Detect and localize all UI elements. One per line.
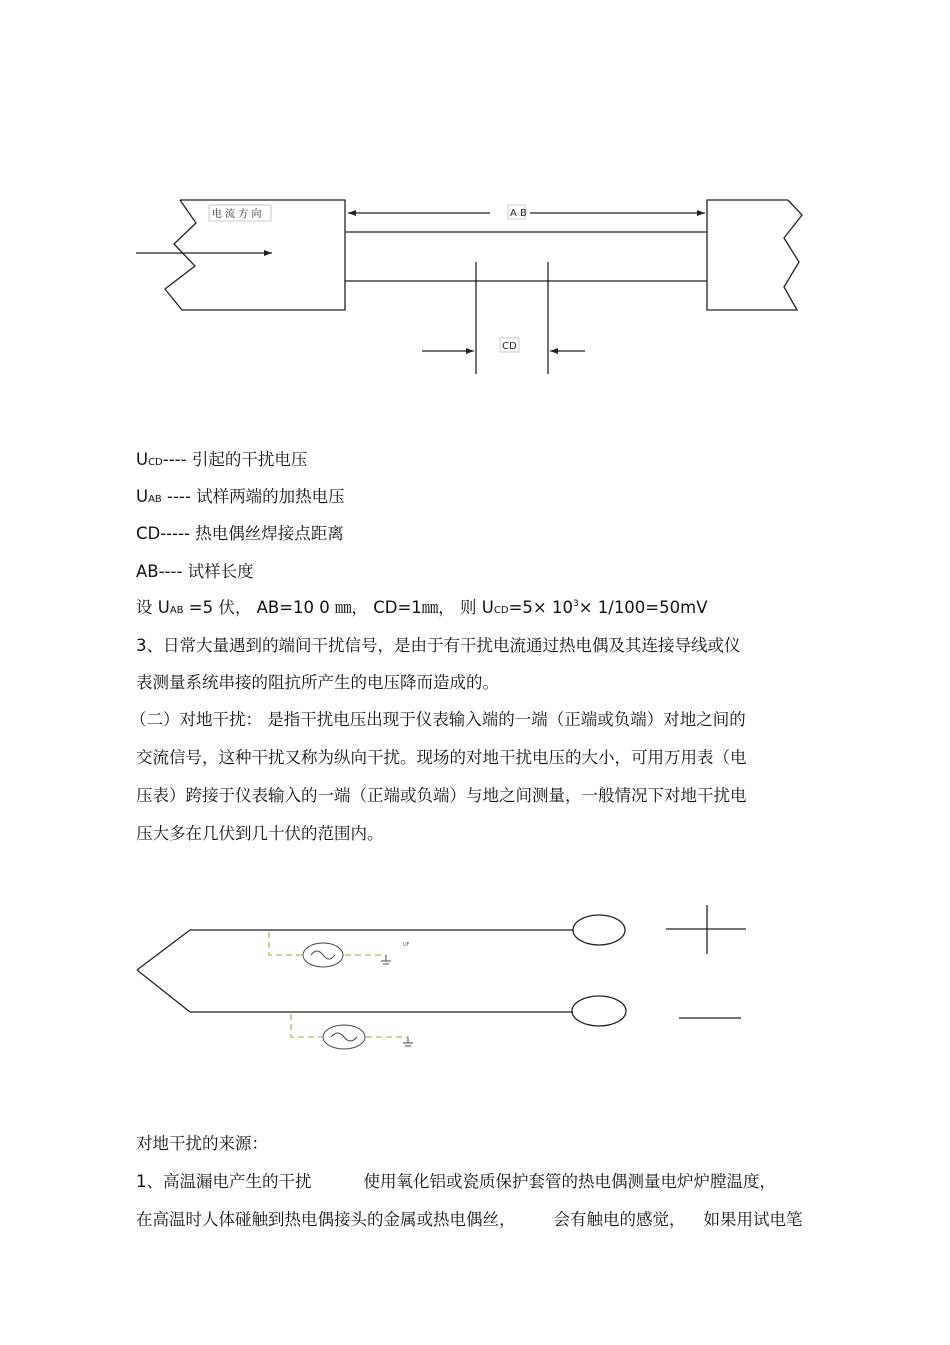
def-cd (136, 524, 344, 544)
def-ucd-symbol: U (136, 450, 149, 469)
tc-junction-top (137, 930, 190, 970)
item1-text-a: 在高温时人体碰触到热电偶接头的金属或热电偶丝， (136, 1210, 516, 1229)
para1-line1: 3、日常大量遇到的端间干扰信号，是由于有干扰电流通过热电偶及其连接导线或仪 (136, 636, 741, 655)
def-ucd (136, 450, 307, 473)
def-ucd-text: ---- 引起的干扰电压 (162, 450, 308, 469)
para2-line2: 交流信号，这种干扰又称为纵向干扰。现场的对地干扰电压的大小，可用万用表（电 (136, 748, 747, 767)
ground-interference-diagram (0, 880, 950, 1080)
calc-prefix: 设 U (136, 598, 170, 617)
def-ab (136, 562, 254, 582)
def-uab-symbol: U (136, 487, 149, 506)
para2-line3: 压表）跨接于仪表输入的一端（正端或负端）与地之间测量，一般情况下对地干扰电 (136, 786, 747, 805)
def-ab-text: 试样长度 (182, 562, 254, 581)
item1-line2 (136, 1210, 803, 1230)
right-block-outline (707, 200, 802, 310)
def-ucd-subscript: CD (148, 457, 163, 468)
para2-line1: （二）对地干扰： 是指干扰电压出现于仪表输入端的一端（正端或负端）对地之间的 (130, 710, 746, 729)
para1-line2: 表测量系统串接的阻抗所产生的电压降而造成的。 (136, 673, 499, 692)
section-heading: 对地干扰的来源： (136, 1134, 268, 1153)
para2-line4: 压大多在几伏到几十伏的范围内。 (136, 824, 384, 843)
cd-label: CD (502, 341, 517, 352)
specimen-diagram (0, 0, 950, 400)
calc-part2: =5× 10 (508, 598, 573, 617)
calc-superscript: 3 (572, 599, 579, 609)
terminal-top (573, 915, 625, 945)
terminal-bottom (572, 996, 626, 1026)
item1-text: 使用氧化铝或瓷质保护套管的热电偶测量电炉炉膛温度， (363, 1172, 776, 1191)
def-cd-symbol: CD----- (136, 524, 190, 543)
ab-label: A B (510, 208, 527, 219)
uf-label: UF (403, 942, 410, 948)
tc-junction-bottom (137, 970, 190, 1012)
item1-text-b: 会有触电的感觉， (553, 1210, 686, 1229)
def-uab (136, 487, 345, 510)
item1-text-c: 如果用试电笔 (703, 1210, 803, 1229)
direction-label: 电 流 方 向 (212, 209, 262, 220)
item1-title: 1、高温漏电产生的干扰 (136, 1172, 312, 1191)
calc-sub-ab: AB (169, 605, 184, 616)
def-ab-symbol: AB---- (136, 562, 183, 581)
calc-part1: =5 伏， AB=10 0 ㎜， CD=1㎜， 则 U (183, 598, 494, 617)
def-cd-text: 热电偶丝焊接点距离 (190, 524, 344, 543)
item1-line1 (136, 1172, 776, 1192)
def-uab-subscript: AB (148, 494, 162, 505)
def-uab-text: ---- 试样两端的加热电压 (161, 487, 345, 506)
interference-path-bottom (291, 1014, 322, 1037)
interference-path-top (269, 932, 303, 955)
calc-sub-cd: CD (493, 605, 509, 616)
calc-line (136, 598, 708, 621)
calc-part3: × 1/100=50mV (578, 598, 708, 617)
